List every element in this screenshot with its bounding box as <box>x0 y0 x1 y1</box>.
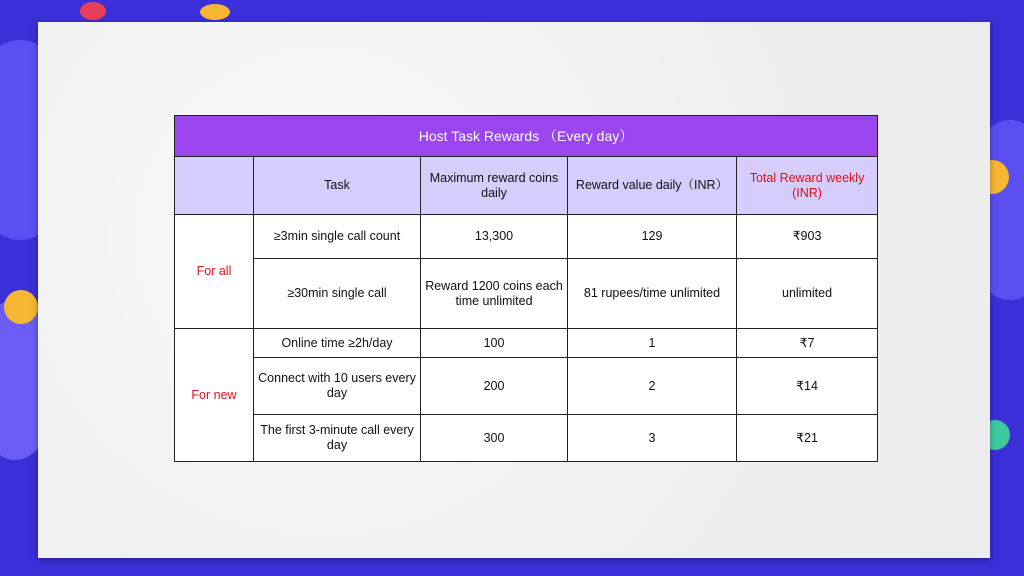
max-coins-cell: Reward 1200 coins each time unlimited <box>421 259 568 329</box>
header-task: Task <box>254 157 421 215</box>
table-row <box>175 415 878 462</box>
header-reward-daily: Reward value daily（INR） <box>568 157 737 215</box>
task-cell: Online time ≥2h/day <box>254 329 421 358</box>
table-row <box>175 259 878 329</box>
max-coins-cell: 13,300 <box>421 215 568 259</box>
task-cell: The first 3-minute call every day <box>254 415 421 462</box>
table-header-row <box>175 157 878 215</box>
table-row <box>175 215 878 259</box>
table-row <box>175 329 878 358</box>
rewards-table <box>174 115 878 462</box>
total-weekly-cell: ₹14 <box>737 358 878 415</box>
reward-daily-cell: 81 rupees/time unlimited <box>568 259 737 329</box>
header-total-weekly: Total Reward weekly (INR) <box>737 157 878 215</box>
total-weekly-cell: ₹21 <box>737 415 878 462</box>
reward-daily-cell: 129 <box>568 215 737 259</box>
header-max-coins: Maximum reward coins daily <box>421 157 568 215</box>
task-cell: ≥3min single call count <box>254 215 421 259</box>
total-weekly-cell: ₹7 <box>737 329 878 358</box>
table-row <box>175 358 878 415</box>
reward-daily-cell: 1 <box>568 329 737 358</box>
max-coins-cell: 200 <box>421 358 568 415</box>
reward-daily-cell: 3 <box>568 415 737 462</box>
header-group <box>175 157 254 215</box>
task-cell: ≥30min single call <box>254 259 421 329</box>
total-weekly-cell: unlimited <box>737 259 878 329</box>
task-cell: Connect with 10 users every day <box>254 358 421 415</box>
max-coins-cell: 300 <box>421 415 568 462</box>
table-title: Host Task Rewards （Every day） <box>175 116 878 157</box>
total-weekly-cell: ₹903 <box>737 215 878 259</box>
table-title-row <box>175 116 878 157</box>
background-blob <box>200 4 230 20</box>
reward-daily-cell: 2 <box>568 358 737 415</box>
background-blob <box>80 2 106 20</box>
group-label-for-all: For all <box>175 215 254 329</box>
group-label-for-new: For new <box>175 329 254 462</box>
max-coins-cell: 100 <box>421 329 568 358</box>
background-blob <box>4 290 38 324</box>
